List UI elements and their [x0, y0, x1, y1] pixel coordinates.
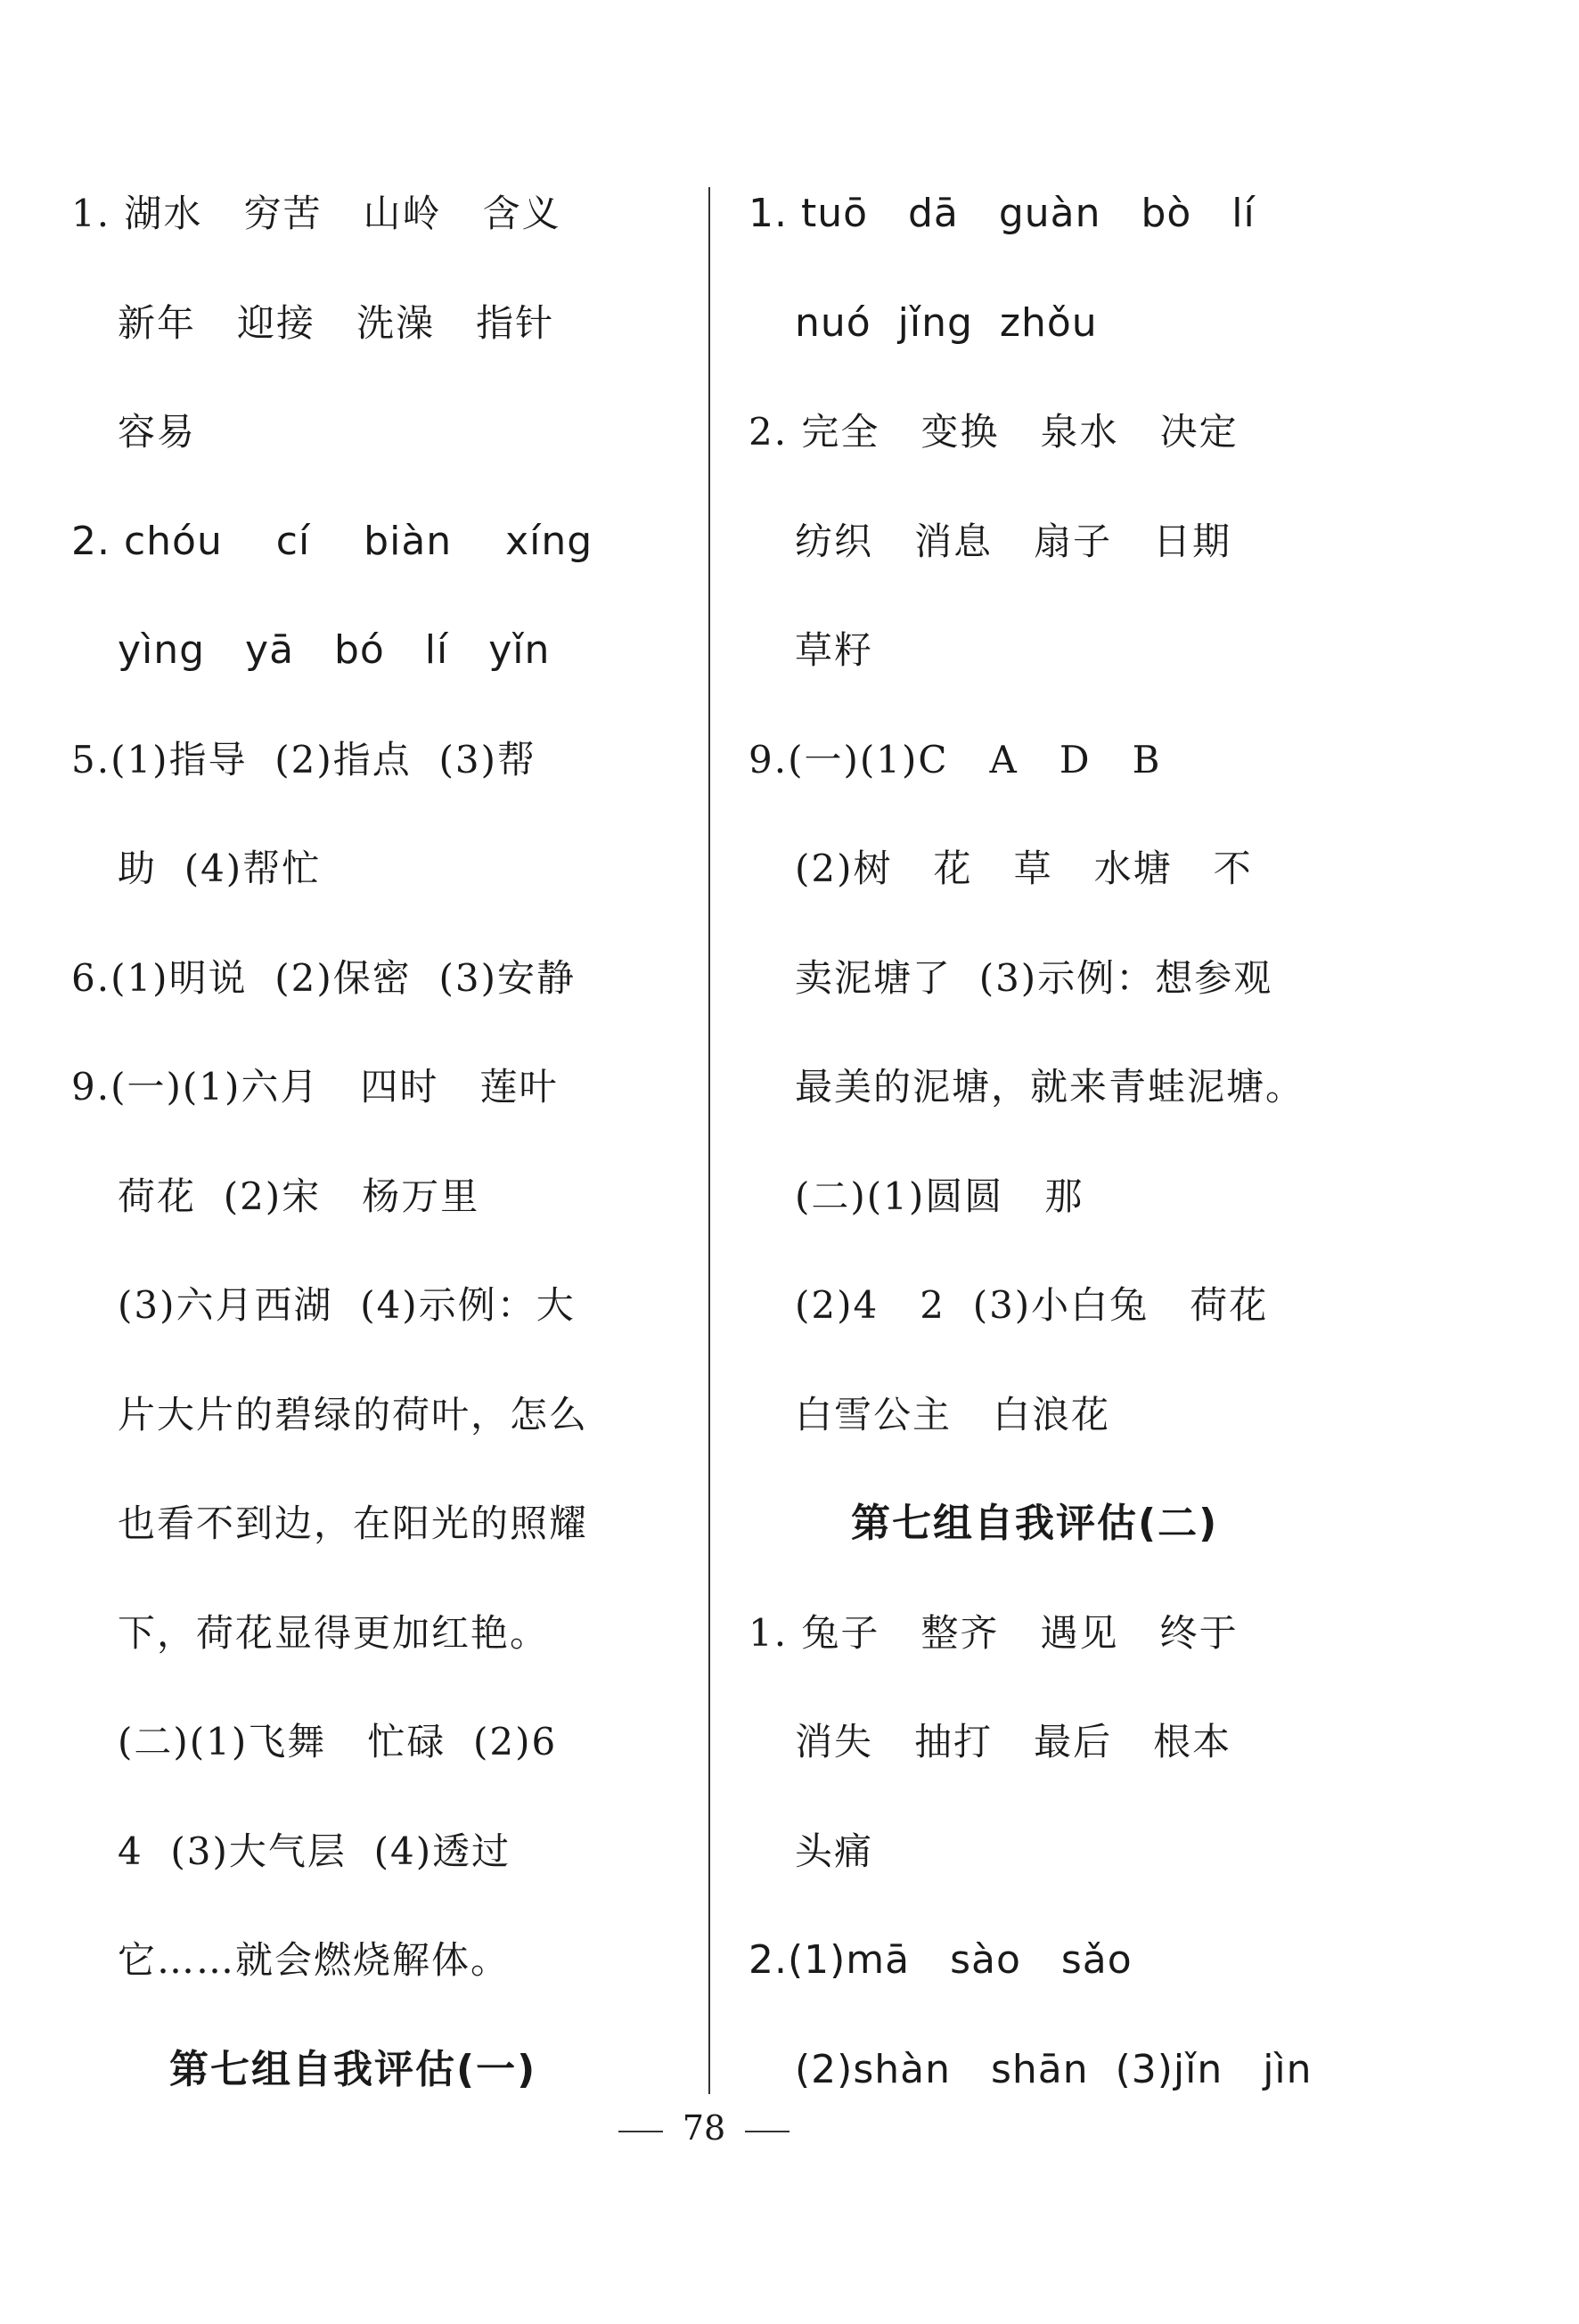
answer-line: (二)(1)圆圆 那 — [795, 1174, 1084, 1218]
answer-line: 最美的泥塘，就来青蛙泥塘。 — [795, 1065, 1305, 1109]
pinyin-line: nuó jǐng zhǒu — [795, 299, 1098, 346]
answer-line: 草籽 — [795, 628, 874, 672]
answer-line: 荷花 (2)宋 杨万里 — [118, 1174, 480, 1218]
answer-line: 4 (3)大气层 (4)透过 — [118, 1829, 511, 1873]
answer-line: 纺织 消息 扇子 日期 — [795, 519, 1232, 563]
answer-line: 助 (4)帮忙 — [118, 847, 322, 890]
footer-dash — [745, 2131, 790, 2132]
answer-line: (2)树 花 草 水塘 不 — [795, 847, 1253, 890]
section-heading: 第七组自我评估(一) — [169, 2046, 537, 2092]
answer-line: 2. 完全 变换 泉水 决定 — [749, 410, 1239, 454]
answer-line: 它……就会燃烧解体。 — [118, 1938, 511, 1982]
answer-line: 5.(1)指导 (2)指点 (3)帮 — [71, 737, 536, 781]
page-number: 78 — [682, 2108, 726, 2148]
answer-line: (2)4 2 (3)小白兔 荷花 — [795, 1283, 1269, 1327]
right-column — [749, 178, 1372, 2143]
pinyin-line: 2.(1)mā sào sǎo — [749, 1937, 1133, 1983]
answer-line: (3)六月西湖 (4)示例：大 — [118, 1283, 576, 1327]
answer-line: 1. 湖水 穷苦 山岭 含义 — [71, 192, 561, 235]
pinyin-line: (2)shàn shān (3)jǐn jìn — [795, 2046, 1313, 2092]
answer-line: 片大片的碧绿的荷叶，怎么 — [118, 1392, 589, 1436]
pinyin-line: 1. tuō dā guàn bò lí — [749, 191, 1256, 236]
answer-line: 消失 抽打 最后 根本 — [795, 1720, 1232, 1763]
pinyin-line: yìng yā bó lí yǐn — [118, 627, 551, 673]
answer-line: 1. 兔子 整齐 遇见 终于 — [749, 1610, 1239, 1655]
page-footer — [0, 2092, 1408, 2164]
answer-line: 也看不到边，在阳光的照耀 — [118, 1502, 589, 1545]
answer-line: 9.(一)(1)C A D B — [749, 737, 1162, 781]
answer-line: 下，荷花显得更加红艳。 — [118, 1610, 550, 1655]
pinyin-line: 2. chóu cí biàn xíng — [71, 518, 593, 564]
answer-line: 卖泥塘了 (3)示例：想参观 — [795, 955, 1273, 1000]
left-column — [71, 178, 695, 2143]
answer-line: 新年 迎接 洗澡 指针 — [118, 300, 555, 345]
answer-line: 容易 — [118, 410, 197, 454]
answer-line: 头痛 — [795, 1829, 874, 1873]
answer-line: (二)(1)飞舞 忙碌 (2)6 — [118, 1720, 558, 1763]
answer-line: 白雪公主 白浪花 — [795, 1392, 1111, 1436]
section-heading: 第七组自我评估(二) — [851, 1501, 1219, 1546]
footer-dash — [618, 2131, 663, 2132]
answer-line: 9.(一)(1)六月 四时 莲叶 — [71, 1065, 559, 1109]
answer-line: 6.(1)明说 (2)保密 (3)安静 — [71, 955, 576, 1000]
column-divider — [708, 187, 710, 2094]
